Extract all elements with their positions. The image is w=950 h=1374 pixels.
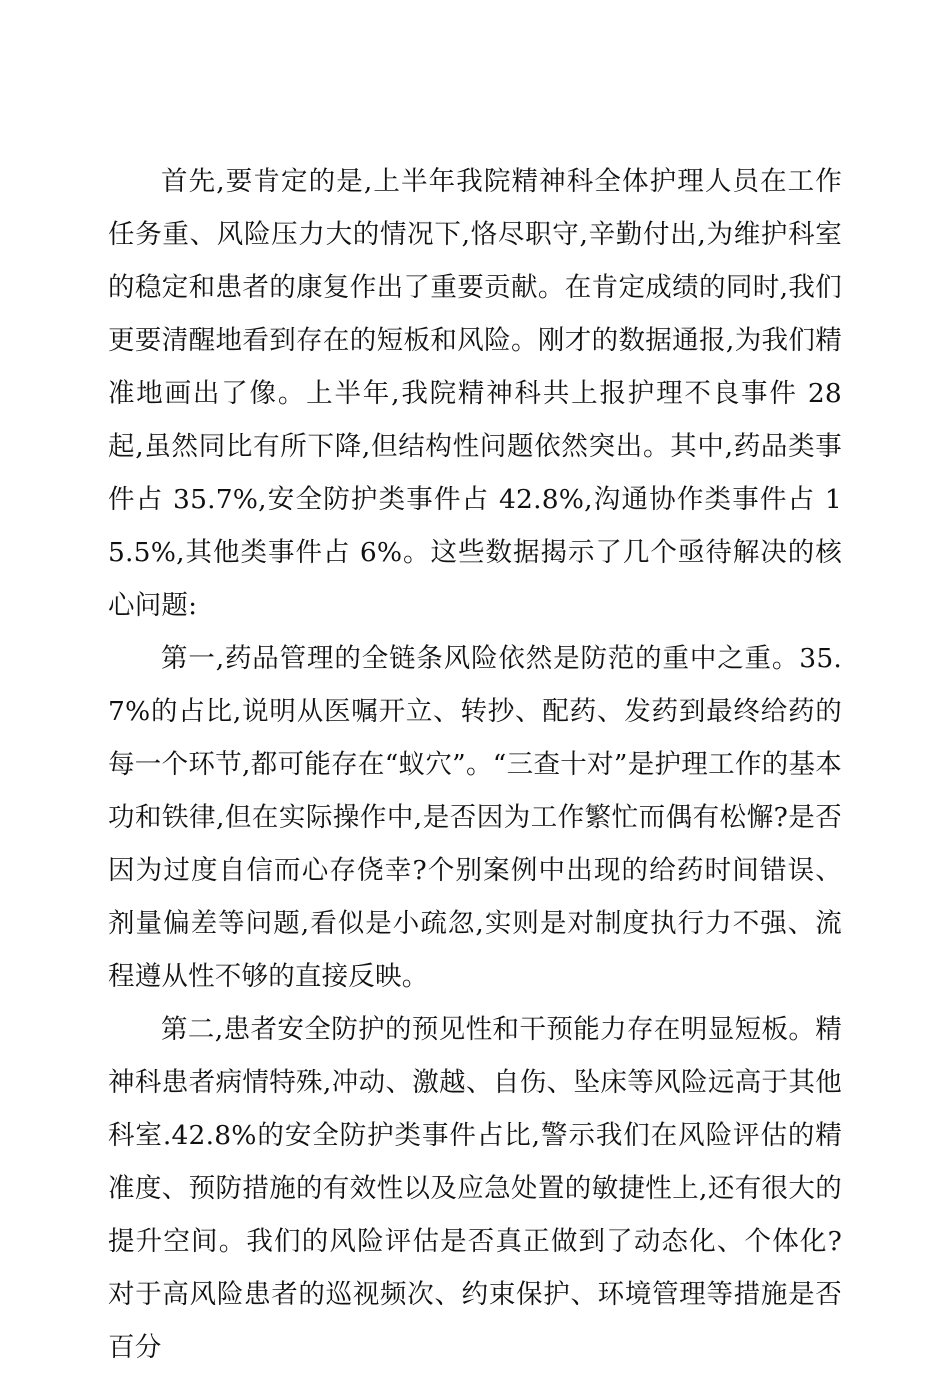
paragraph-3: 第二,患者安全防护的预见性和干预能力存在明显短板。精神科患者病情特殊,冲动、激越、自伤、坠床等风险远高于其他科室.42.8%的安全防护类事件占比,警示我们在风险评估的精准度、预防措施的有效性以及应急处置的敏捷性上,还有很大的提升空间。我们的风险评估是否真正做到了动态化、个体化?对于高风险患者的巡视频次、约束保护、环境管理等措施是否百分 [108, 1014, 842, 1363]
paragraph-1: 首先,要肯定的是,上半年我院精神科全体护理人员在工作任务重、风险压力大的情况下,恪尽职守,辛勤付出,为维护科室的稳定和患者的康复作出了重要贡献。在肯定成绩的同时,我们更要清醒地看到存在的短板和风险。刚才的数据通报,为我们精准地画出了像。上半年,我院精神科共上报护理不良事件 28 起,虽然同比有所下降,但结构性问题依然突出。其中,药品类事件占 35.7%,安全防护类事件占 42.8%,沟通协作类事件占 15.5%,其他类事件占 6%。这些数据揭示了几个亟待解决的核心问题: [108, 166, 842, 621]
document-body [108, 155, 842, 1374]
paragraph-2: 第一,药品管理的全链条风险依然是防范的重中之重。35.7%的占比,说明从医嘱开立、转抄、配药、发药到最终给药的每一个环节,都可能存在“蚁穴”。“三查十对”是护理工作的基本功和铁律,但在实际操作中,是否因为工作繁忙而偶有松懈?是否因为过度自信而心存侥幸?个别案例中出现的给药时间错误、剂量偏差等问题,看似是小疏忽,实则是对制度执行力不强、流程遵从性不够的直接反映。 [108, 643, 842, 992]
